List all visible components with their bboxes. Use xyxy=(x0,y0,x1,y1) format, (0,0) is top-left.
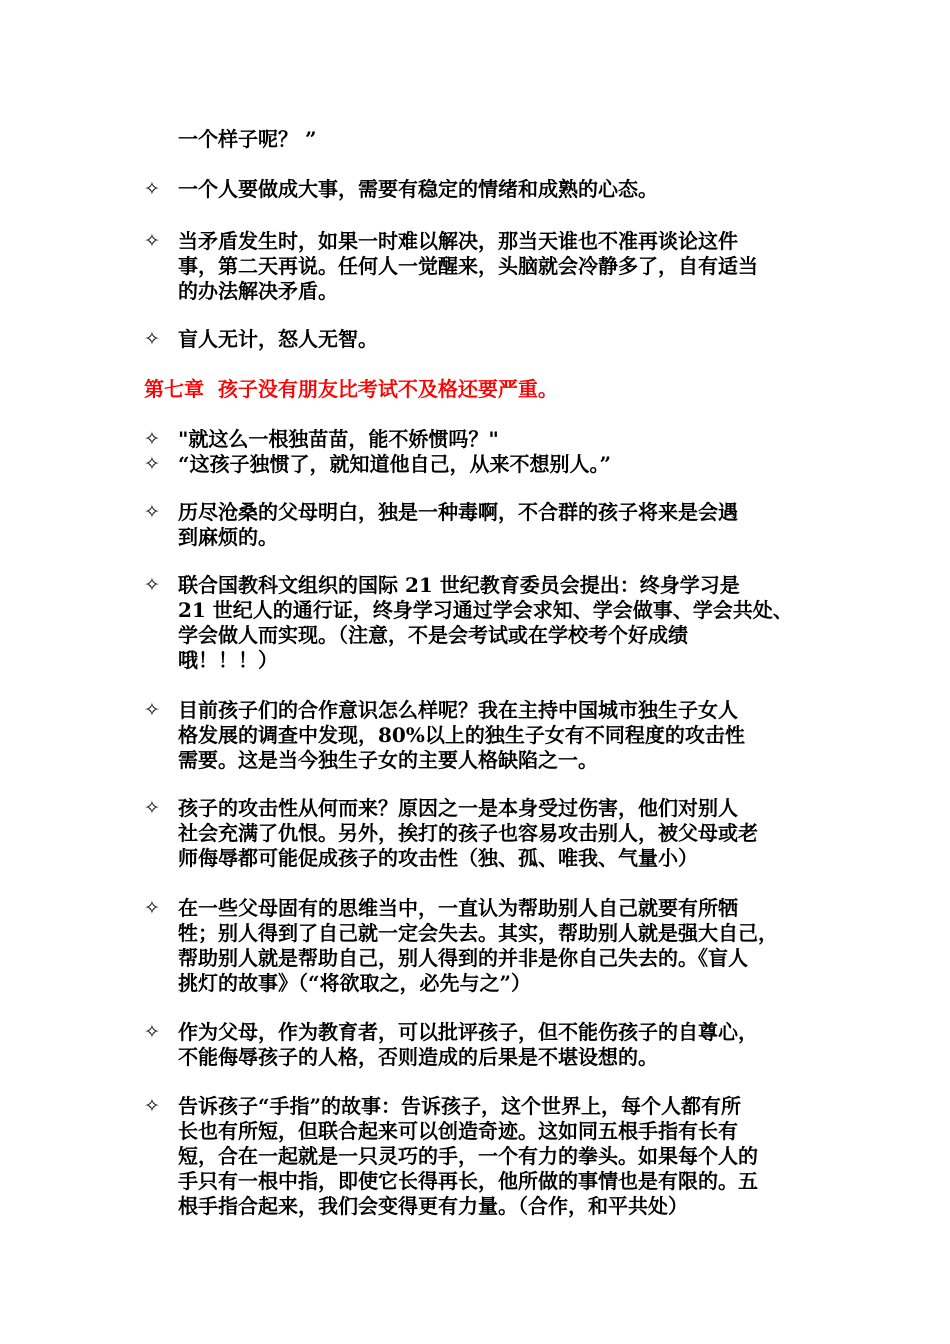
bullet-2 xyxy=(144,229,174,254)
bullet-star-icon: ✧ xyxy=(144,230,160,252)
bullet-7 xyxy=(144,573,174,598)
bullet-12 xyxy=(144,1094,174,1119)
bullet-star-icon: ✧ xyxy=(144,428,160,450)
bullet-1 xyxy=(144,177,174,202)
bullet-3-text: 盲人无计，怒人无智。 xyxy=(178,327,378,351)
bullet-11-text: 作为父母，作为教育者，可以批评孩子，但不能伤孩子的自尊心， 不能侮辱孩子的人格，否则造成的后果是不堪设想的。 xyxy=(178,1020,758,1069)
bullet-6-text: 历尽沧桑的父母明白，独是一种毒啊，不合群的孩子将来是会遇 到麻烦的。 xyxy=(178,500,738,549)
bullet-4-text: "就这么一根独苗苗，能不娇惯吗？" xyxy=(178,427,499,451)
bullet-11 xyxy=(144,1020,174,1045)
bullet-star-icon: ✧ xyxy=(144,1021,160,1043)
bullet-star-icon: ✧ xyxy=(144,897,160,919)
bullet-1-text: 一个人要做成大事，需要有稳定的情绪和成熟的心态。 xyxy=(178,177,658,201)
continuation-text: 一个样子呢？ ” xyxy=(178,127,317,151)
bullet-2-text: 当矛盾发生时，如果一时难以解决，那当天谁也不准再谈论这件 事，第二天再说。任何人一觉醒来，头脑就会冷静多了，自有适当 的办法解决矛盾。 xyxy=(178,229,758,303)
bullet-star-icon: ✧ xyxy=(144,1095,160,1117)
bullet-7-text: 联合国教科文组织的国际 21 世纪教育委员会提出：终身学习是 21 世纪人的通行证，终身学习通过学会求知、学会做事、学会共处、 学会做人而实现。（注意，不是会考试或在学校考个好成绩 哦！！！） xyxy=(178,573,793,672)
bullet-5 xyxy=(144,452,174,477)
bullet-6 xyxy=(144,500,174,525)
chapter-title: 第七章 孩子没有朋友比考试不及格还要严重。 xyxy=(144,377,558,401)
bullet-5-text: “这孩子独惯了，就知道他自己，从来不想别人。” xyxy=(178,452,612,476)
bullet-star-icon: ✧ xyxy=(144,699,160,721)
bullet-10-text: 在一些父母固有的思维当中，一直认为帮助别人自己就要有所牺 牲；别人得到了自己就一定会失去。其实，帮助别人就是强大自己， 帮助别人就是帮助自己，别人得到的并非是你自己失去的。《盲人 挑灯的故事》（“将欲取之，必先与之”） xyxy=(178,896,778,995)
bullet-star-icon: ✧ xyxy=(144,328,160,350)
bullet-9-text: 孩子的攻击性从何而来？原因之一是本身受过伤害，他们对别人 社会充满了仇恨。另外，挨打的孩子也容易攻击别人，被父母或老 师侮辱都可能促成孩子的攻击性（独、孤、唯我、气量小） xyxy=(178,796,758,870)
bullet-3 xyxy=(144,327,174,352)
bullet-star-icon: ✧ xyxy=(144,501,160,523)
bullet-9 xyxy=(144,796,174,821)
bullet-star-icon: ✧ xyxy=(144,797,160,819)
bullet-star-icon: ✧ xyxy=(144,453,160,475)
bullet-star-icon: ✧ xyxy=(144,574,160,596)
bullet-10 xyxy=(144,896,174,921)
bullet-12-text: 告诉孩子“手指”的故事：告诉孩子，这个世界上，每个人都有所 长也有所短，但联合起来可以创造奇迹。这如同五根手指有长有 短，合在一起就是一只灵巧的手，一个有力的拳头。如果每个人的 手只有一根中指，即使它长得再长，他所做的事情也是有限的。五 根手指合起来，我们会变得更有力量。（合作，和平共处） xyxy=(178,1094,758,1218)
bullet-4 xyxy=(144,427,174,452)
bullet-8 xyxy=(144,698,174,723)
bullet-8-text: 目前孩子们的合作意识怎么样呢？我在主持中国城市独生子女人 格发展的调查中发现，80%以上的独生子女有不同程度的攻击性 需要。这是当今独生子女的主要人格缺陷之一。 xyxy=(178,698,745,772)
bullet-star-icon: ✧ xyxy=(144,178,160,200)
